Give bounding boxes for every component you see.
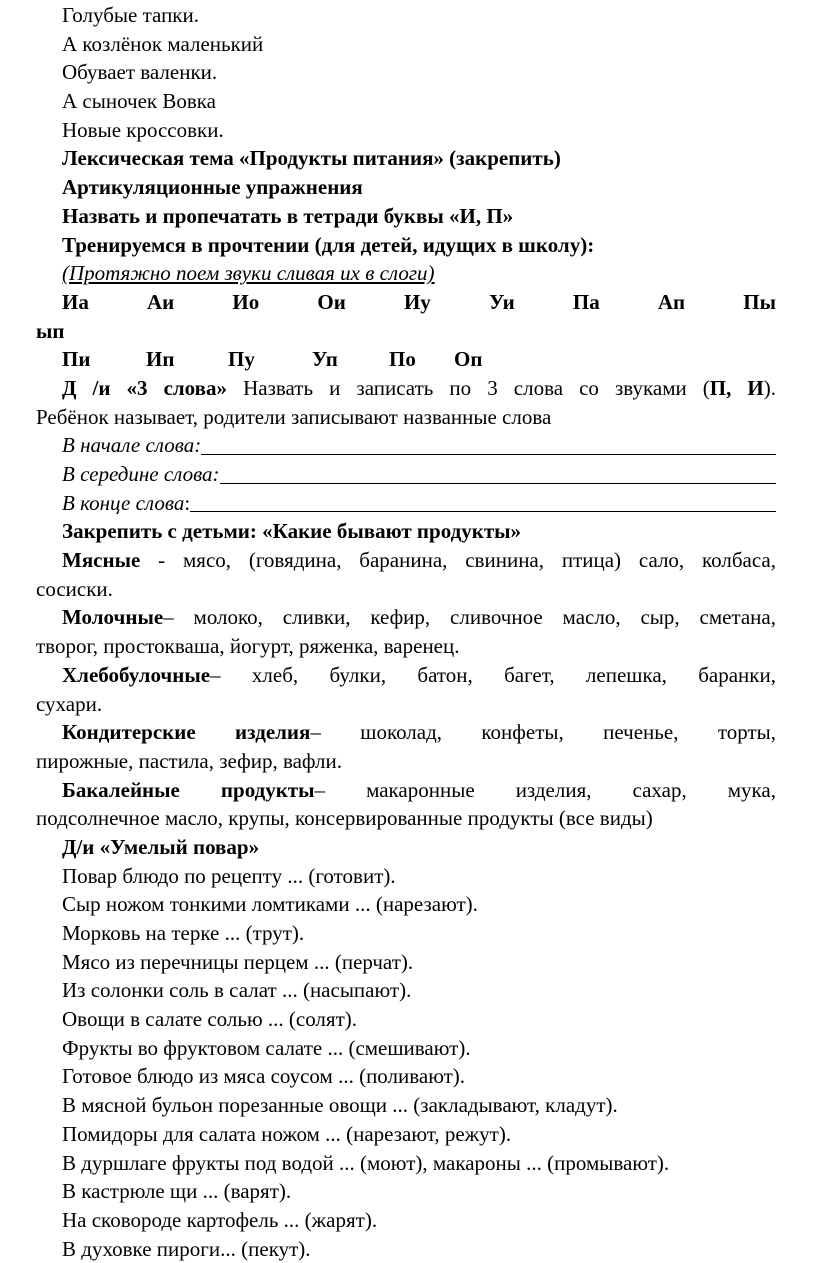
cook-line: Мясо из перечницы перцем ... (перчат). [62, 949, 414, 974]
poem-line: Голубые тапки. [62, 3, 199, 27]
articulation-heading: Артикуляционные упражнения [62, 175, 363, 200]
syllables-row-2 [36, 345, 776, 374]
poem-line: Обувает валенки. [62, 60, 218, 85]
product-grocery [36, 776, 776, 805]
blank-end-label: В конце слова [62, 490, 185, 515]
syllable: Пи [62, 347, 91, 372]
cook-line: В кастрюле щи ... (варят). [62, 1179, 292, 1204]
product-desc: – хлеб, булки, батон, багет, лепешка, баранки, [210, 662, 776, 687]
product-term: Кондитерские изделия [62, 720, 311, 745]
product-confect-cont: пирожные, пастила, зефир, вафли. [36, 748, 342, 773]
cook-line: Помидоры для салата ножом ... (нарезают, режут). [62, 1121, 512, 1146]
syllable: Оп [454, 347, 483, 372]
cook-line: В духовке пироги... (пекут). [62, 1236, 311, 1261]
cook-line: В дуршлаге фрукты под водой ... (моют), макароны ... (промывают). [62, 1150, 670, 1175]
cook-line: Овощи в салате солью ... (солят). [62, 1007, 357, 1032]
product-bakery-cont: сухари. [36, 691, 103, 716]
topic-heading: Лексическая тема «Продукты питания» (закрепить) [62, 146, 561, 171]
cook-line: В мясной бульон порезанные овощи ... (закладывают, кладут). [62, 1093, 618, 1118]
blank-middle-line[interactable] [220, 460, 776, 484]
product-meat-cont: сосиски. [36, 576, 113, 601]
poem-line: Новые кроссовки. [62, 117, 224, 142]
product-grocery-cont: подсолнечное масло, крупы, консервированные продукты (все виды) [36, 806, 653, 831]
three-words-line2: Ребёнок называет, родители записывают названные слова [36, 404, 552, 429]
blank-end-line[interactable] [190, 489, 776, 513]
syllable: Ип [146, 347, 175, 372]
blank-start-line[interactable] [201, 431, 776, 455]
syllable: Пу [228, 347, 255, 372]
product-dairy-cont: творог, простокваша, йогурт, ряженка, варенец. [36, 634, 460, 659]
syllable: Уи [488, 289, 515, 314]
blank-end-colon: : [184, 490, 191, 515]
product-term: Мясные [62, 548, 141, 573]
product-term: Молочные [62, 605, 164, 630]
cook-line: На сковороде картофель ... (жарят). [62, 1207, 378, 1232]
three-words-text: Назвать и записать по 3 слова со звуками ( [243, 375, 710, 400]
three-words-task [36, 374, 776, 403]
products-heading: Закрепить с детьми: «Какие бывают продукты» [62, 519, 522, 544]
cook-line: Морковь на терке ... (трут). [62, 921, 305, 945]
syllable: Иа [62, 289, 89, 314]
blank-start [36, 431, 776, 460]
product-confect [36, 718, 776, 747]
letters-heading: Назвать и пропечатать в тетради буквы «И, П» [62, 203, 514, 228]
cook-title: Д/и «Умелый повар» [62, 834, 260, 859]
syllables-row-1 [36, 288, 776, 317]
syllable: Пы [743, 289, 776, 314]
product-desc: – макаронные изделия, сахар, мука, [314, 777, 776, 802]
reading-heading: Тренируемся в прочтении (для детей, идущих в школу): [62, 232, 595, 257]
syllable: Ио [232, 289, 260, 314]
syllable: Па [572, 289, 600, 314]
poem-line: А козлёнок маленький [62, 31, 264, 56]
poem-line: А сыночек Вовка [62, 89, 217, 114]
syllable: Ои [317, 289, 346, 314]
product-term: Хлебобулочные [62, 662, 211, 687]
blank-end [36, 489, 776, 518]
three-words-sounds: П, И [709, 375, 764, 400]
syllable: Уп [312, 347, 338, 372]
product-desc: – молоко, сливки, кефир, сливочное масло, сыр, сметана, [163, 605, 776, 630]
cook-line: Сыр ножом тонкими ломтиками ... (нарезают). [62, 892, 478, 917]
product-desc: - мясо, (говядина, баранина, свинина, птица) сало, колбаса, [158, 548, 777, 573]
product-dairy [36, 603, 776, 632]
product-term: Бакалейные продукты [62, 777, 315, 802]
cook-line: Фрукты во фруктовом салате ... (смешивают). [62, 1035, 471, 1060]
product-meat [36, 546, 776, 575]
product-bakery [36, 661, 776, 690]
three-words-close: ). [763, 375, 777, 400]
cook-line: Готовое блюдо из мяса соусом ... (поливают). [62, 1064, 466, 1089]
text-block [36, 1, 776, 1263]
reading-note: (Протяжно поем звуки сливая их в слоги) [62, 261, 435, 286]
syllable: Аи [146, 289, 175, 314]
blank-start-label: В начале слова: [62, 433, 202, 458]
syllable: Иу [403, 289, 431, 314]
three-words-title: Д /и «3 слова» [62, 375, 228, 400]
cook-line: Повар блюдо по рецепту ... (готовит). [62, 863, 396, 888]
blank-middle-label: В середине слова: [62, 462, 220, 486]
syllable: По [389, 347, 416, 372]
syllable: Ап [657, 289, 686, 314]
product-desc: – шоколад, конфеты, печенье, торты, [310, 720, 776, 745]
syllable-wrap: ып [36, 318, 65, 343]
blank-middle [36, 460, 776, 489]
cook-line: Из солонки соль в салат ... (насыпают). [62, 978, 412, 1003]
